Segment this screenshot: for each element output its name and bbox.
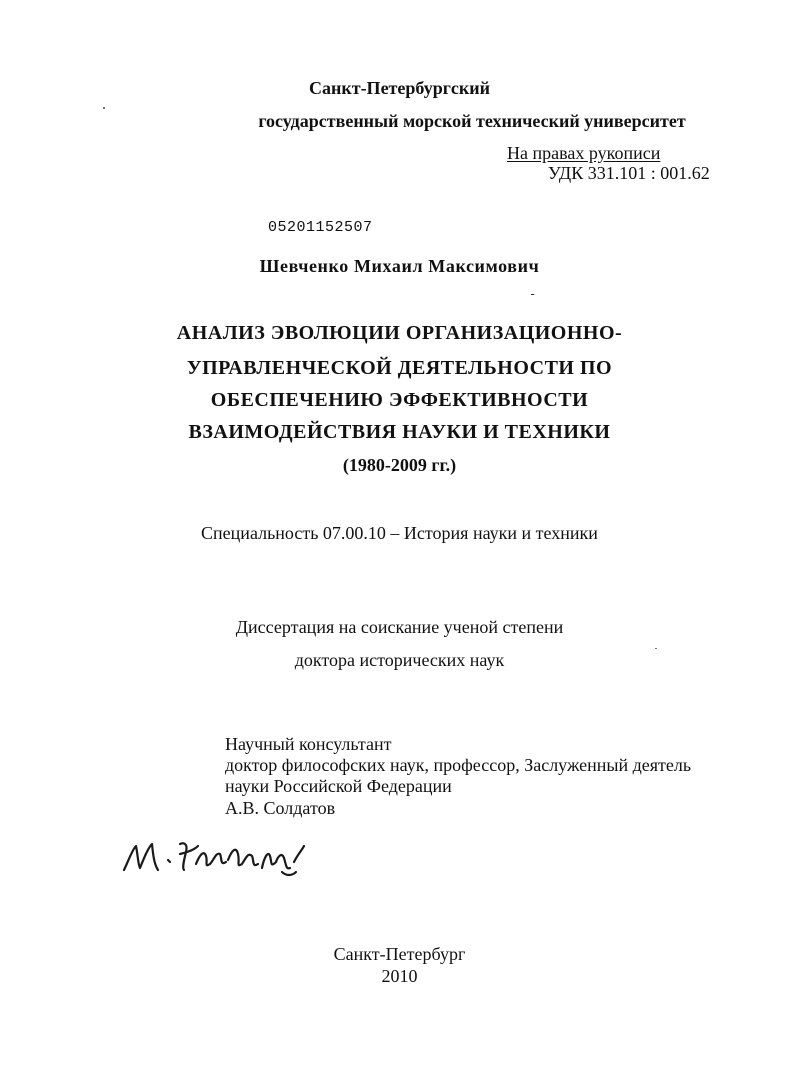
title-period: (1980-2009 гг.) <box>342 455 457 475</box>
udc-code: УДК 331.101 : 001.62 <box>548 163 710 183</box>
handwritten-signature <box>118 832 318 882</box>
footer-city: Санкт-Петербург <box>333 944 466 964</box>
title-line-2: УПРАВЛЕНЧЕСКОЙ ДЕЯТЕЛЬНОСТИ ПО <box>186 357 613 379</box>
stray-mark: ـ <box>531 286 535 298</box>
archive-code: 05201152507 <box>268 219 373 236</box>
consultant-name: А.В. Солдатов <box>225 798 336 818</box>
manuscript-notice: На правах рукописи <box>507 143 661 163</box>
university-line-2: государственный морской технический университет <box>258 111 686 131</box>
author-name: Шевченко Михаил Максимович <box>259 256 540 276</box>
university-line-1: Санкт-Петербургский <box>308 78 490 98</box>
consultant-title-continued: науки Российской Федерации <box>225 776 452 796</box>
dissertation-line-1: Диссертация на соискание ученой степени <box>235 617 564 637</box>
footer-year: 2010 <box>381 966 418 986</box>
title-line-1: АНАЛИЗ ЭВОЛЮЦИИ ОРГАНИЗАЦИОННО- <box>176 322 623 344</box>
consultant-label: Научный консультант <box>225 734 392 754</box>
specialty: Специальность 07.00.10 – История науки и техники <box>201 523 598 543</box>
title-line-3: ОБЕСПЕЧЕНИЮ ЭФФЕКТИВНОСТИ <box>210 389 589 411</box>
dissertation-line-2: доктора исторических наук <box>294 650 505 670</box>
scan-speck <box>103 107 105 109</box>
consultant-degree: доктор философских наук, профессор, Заслуженный деятель <box>225 755 692 775</box>
scan-speck <box>655 648 657 649</box>
title-line-4: ВЗАИМОДЕЙСТВИЯ НАУКИ И ТЕХНИКИ <box>188 421 611 443</box>
